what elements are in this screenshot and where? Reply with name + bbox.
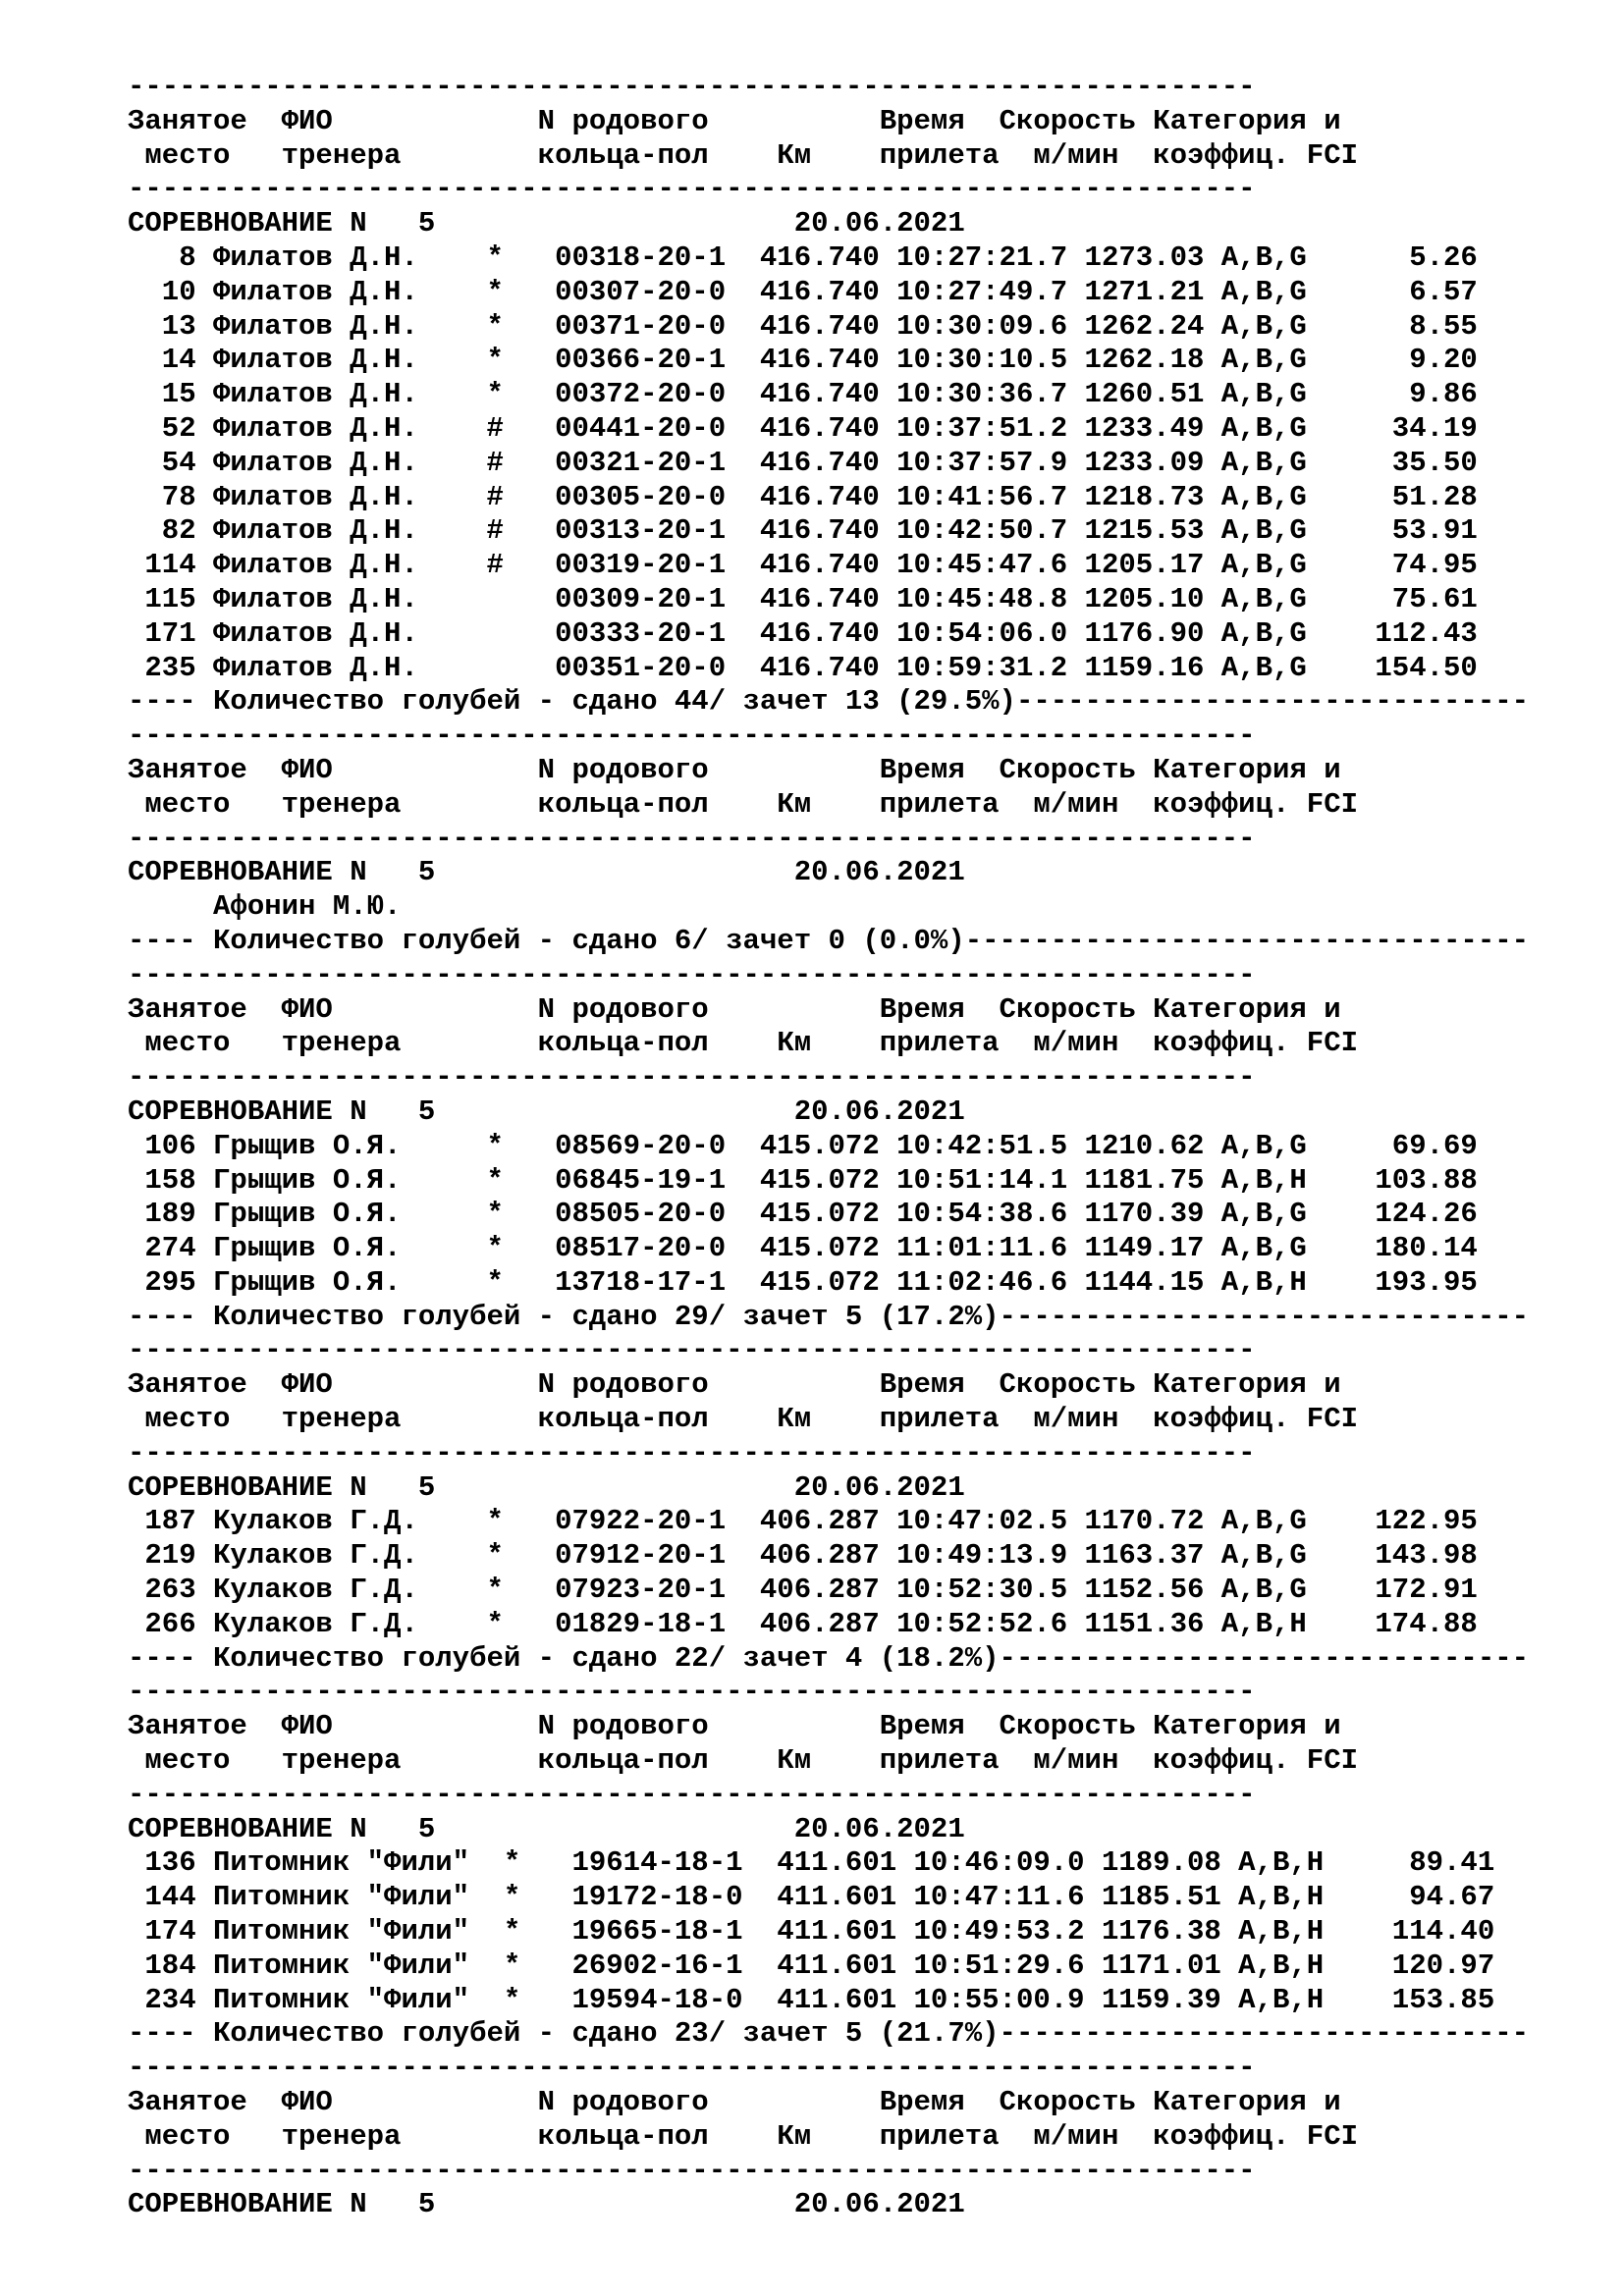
result-row: 234 Питомник "Фили" * 19594-18-0 411.601 10:55:00.9 1159.39 A,B,H 153.85 bbox=[128, 1983, 1495, 2016]
result-row: 8 Филатов Д.Н. * 00318-20-1 416.740 10:27:21.7 1273.03 A,B,G 5.26 bbox=[128, 240, 1478, 274]
result-row: 274 Грыщив О.Я. * 08517-20-0 415.072 11:01:11.6 1149.17 A,B,G 180.14 bbox=[128, 1232, 1478, 1265]
result-row: 54 Филатов Д.Н. # 00321-20-1 416.740 10:37:57.9 1233.09 A,B,G 35.50 bbox=[128, 446, 1478, 479]
trainer-name-line: Афонин М.Ю. bbox=[128, 890, 402, 924]
summary-line: ---- Количество голубей - сдано 22/ зачет 4 (18.2%)------------------------------- bbox=[128, 1641, 1530, 1675]
separator-line: ------------------------------------------------------------------ bbox=[128, 71, 1256, 103]
summary-line: ---- Количество голубей - сдано 29/ зачет 5 (17.2%)------------------------------- bbox=[128, 1300, 1530, 1333]
result-row: 52 Филатов Д.Н. # 00441-20-0 416.740 10:37:51.2 1233.49 A,B,G 34.19 bbox=[128, 411, 1478, 445]
result-row: 158 Грыщив О.Я. * 06845-19-1 415.072 10:51:14.1 1181.75 A,B,H 103.88 bbox=[128, 1163, 1478, 1197]
column-header-line: место тренера кольца-пол Км прилета м/мин коэффиц. FCI bbox=[128, 1027, 1359, 1060]
result-row: 174 Питомник "Фили" * 19665-18-1 411.601 10:49:53.2 1176.38 A,B,H 114.40 bbox=[128, 1915, 1495, 1949]
result-row: 295 Грыщив О.Я. * 13718-17-1 415.072 11:02:46.6 1144.15 A,B,H 193.95 bbox=[128, 1265, 1478, 1299]
column-header-line: место тренера кольца-пол Км прилета м/мин коэффиц. FCI bbox=[128, 1403, 1359, 1436]
result-row: 115 Филатов Д.Н. 00309-20-1 416.740 10:45:48.8 1205.10 A,B,G 75.61 bbox=[128, 582, 1478, 615]
result-row: 263 Кулаков Г.Д. * 07923-20-1 406.287 10:52:30.5 1152.56 A,B,G 172.91 bbox=[128, 1574, 1478, 1607]
competition-header-line: СОРЕВНОВАНИЕ N 5 20.06.2021 bbox=[128, 1812, 965, 1845]
competition-header-line: СОРЕВНОВАНИЕ N 5 20.06.2021 bbox=[128, 1470, 965, 1504]
separator-line: ------------------------------------------------------------------ bbox=[128, 958, 1256, 991]
result-row: 235 Филатов Д.Н. 00351-20-0 416.740 10:59:31.2 1159.16 A,B,G 154.50 bbox=[128, 651, 1478, 684]
separator-line: ------------------------------------------------------------------ bbox=[128, 2052, 1256, 2085]
summary-line: ---- Количество голубей - сдано 6/ зачет 0 (0.0%)--------------------------------- bbox=[128, 924, 1530, 957]
separator-line: ------------------------------------------------------------------ bbox=[128, 1436, 1256, 1469]
result-row: 82 Филатов Д.Н. # 00313-20-1 416.740 10:42:50.7 1215.53 A,B,G 53.91 bbox=[128, 514, 1478, 548]
column-header-line: место тренера кольца-пол Км прилета м/мин коэффиц. FCI bbox=[128, 2119, 1359, 2153]
column-header-line: Занятое ФИО N родового Время Скорость Категория и bbox=[128, 992, 1341, 1026]
column-header-line: место тренера кольца-пол Км прилета м/мин коэффиц. FCI bbox=[128, 138, 1359, 172]
separator-line: ------------------------------------------------------------------ bbox=[128, 822, 1256, 855]
separator-line: ------------------------------------------------------------------ bbox=[128, 1778, 1256, 1811]
column-header-line: Занятое ФИО N родового Время Скорость Категория и bbox=[128, 753, 1341, 786]
summary-line: ---- Количество голубей - сдано 44/ зачет 13 (29.5%)------------------------------ bbox=[128, 685, 1530, 719]
separator-line: ------------------------------------------------------------------ bbox=[128, 2154, 1256, 2187]
result-row: 15 Филатов Д.Н. * 00372-20-0 416.740 10:30:36.7 1260.51 A,B,G 9.86 bbox=[128, 378, 1478, 411]
result-row: 266 Кулаков Г.Д. * 01829-18-1 406.287 10:52:52.6 1151.36 A,B,H 174.88 bbox=[128, 1607, 1478, 1640]
separator-line: ------------------------------------------------------------------ bbox=[128, 720, 1256, 753]
competition-header-line: СОРЕВНОВАНИЕ N 5 20.06.2021 bbox=[128, 207, 965, 240]
result-row: 136 Питомник "Фили" * 19614-18-1 411.601 10:46:09.0 1189.08 A,B,H 89.41 bbox=[128, 1846, 1495, 1880]
race-results-report bbox=[128, 71, 1600, 2222]
result-row: 187 Кулаков Г.Д. * 07922-20-1 406.287 10:47:02.5 1170.72 A,B,G 122.95 bbox=[128, 1505, 1478, 1538]
column-header-line: Занятое ФИО N родового Время Скорость Категория и bbox=[128, 1710, 1341, 1743]
result-row: 189 Грыщив О.Я. * 08505-20-0 415.072 10:54:38.6 1170.39 A,B,G 124.26 bbox=[128, 1198, 1478, 1231]
result-row: 114 Филатов Д.Н. # 00319-20-1 416.740 10:45:47.6 1205.17 A,B,G 74.95 bbox=[128, 549, 1478, 582]
competition-header-line: СОРЕВНОВАНИЕ N 5 20.06.2021 bbox=[128, 1095, 965, 1128]
column-header-line: место тренера кольца-пол Км прилета м/мин коэффиц. FCI bbox=[128, 1744, 1359, 1778]
competition-header-line: СОРЕВНОВАНИЕ N 5 20.06.2021 bbox=[128, 856, 965, 889]
summary-line: ---- Количество голубей - сдано 23/ зачет 5 (21.7%)------------------------------- bbox=[128, 2017, 1530, 2051]
column-header-line: Занятое ФИО N родового Время Скорость Категория и bbox=[128, 1368, 1341, 1402]
result-row: 219 Кулаков Г.Д. * 07912-20-1 406.287 10:49:13.9 1163.37 A,B,G 143.98 bbox=[128, 1539, 1478, 1573]
result-row: 14 Филатов Д.Н. * 00366-20-1 416.740 10:30:10.5 1262.18 A,B,G 9.20 bbox=[128, 344, 1478, 377]
separator-line: ------------------------------------------------------------------ bbox=[128, 1676, 1256, 1709]
result-row: 10 Филатов Д.Н. * 00307-20-0 416.740 10:27:49.7 1271.21 A,B,G 6.57 bbox=[128, 275, 1478, 308]
separator-line: ------------------------------------------------------------------ bbox=[128, 1061, 1256, 1095]
result-row: 78 Филатов Д.Н. # 00305-20-0 416.740 10:41:56.7 1218.73 A,B,G 51.28 bbox=[128, 480, 1478, 513]
column-header-line: место тренера кольца-пол Км прилета м/мин коэффиц. FCI bbox=[128, 787, 1359, 821]
result-row: 106 Грыщив О.Я. * 08569-20-0 415.072 10:42:51.5 1210.62 A,B,G 69.69 bbox=[128, 1129, 1478, 1162]
separator-line: ------------------------------------------------------------------ bbox=[128, 173, 1256, 206]
separator-line: ------------------------------------------------------------------ bbox=[128, 1334, 1256, 1367]
column-header-line: Занятое ФИО N родового Время Скорость Категория и bbox=[128, 104, 1341, 137]
competition-header-line: СОРЕВНОВАНИЕ N 5 20.06.2021 bbox=[128, 2188, 965, 2221]
result-row: 144 Питомник "Фили" * 19172-18-0 411.601 10:47:11.6 1185.51 A,B,H 94.67 bbox=[128, 1881, 1495, 1914]
result-row: 171 Филатов Д.Н. 00333-20-1 416.740 10:54:06.0 1176.90 A,B,G 112.43 bbox=[128, 616, 1478, 650]
result-row: 13 Филатов Д.Н. * 00371-20-0 416.740 10:30:09.6 1262.24 A,B,G 8.55 bbox=[128, 309, 1478, 343]
result-row: 184 Питомник "Фили" * 26902-16-1 411.601 10:51:29.6 1171.01 A,B,H 120.97 bbox=[128, 1949, 1495, 1982]
column-header-line: Занятое ФИО N родового Время Скорость Категория и bbox=[128, 2086, 1341, 2119]
